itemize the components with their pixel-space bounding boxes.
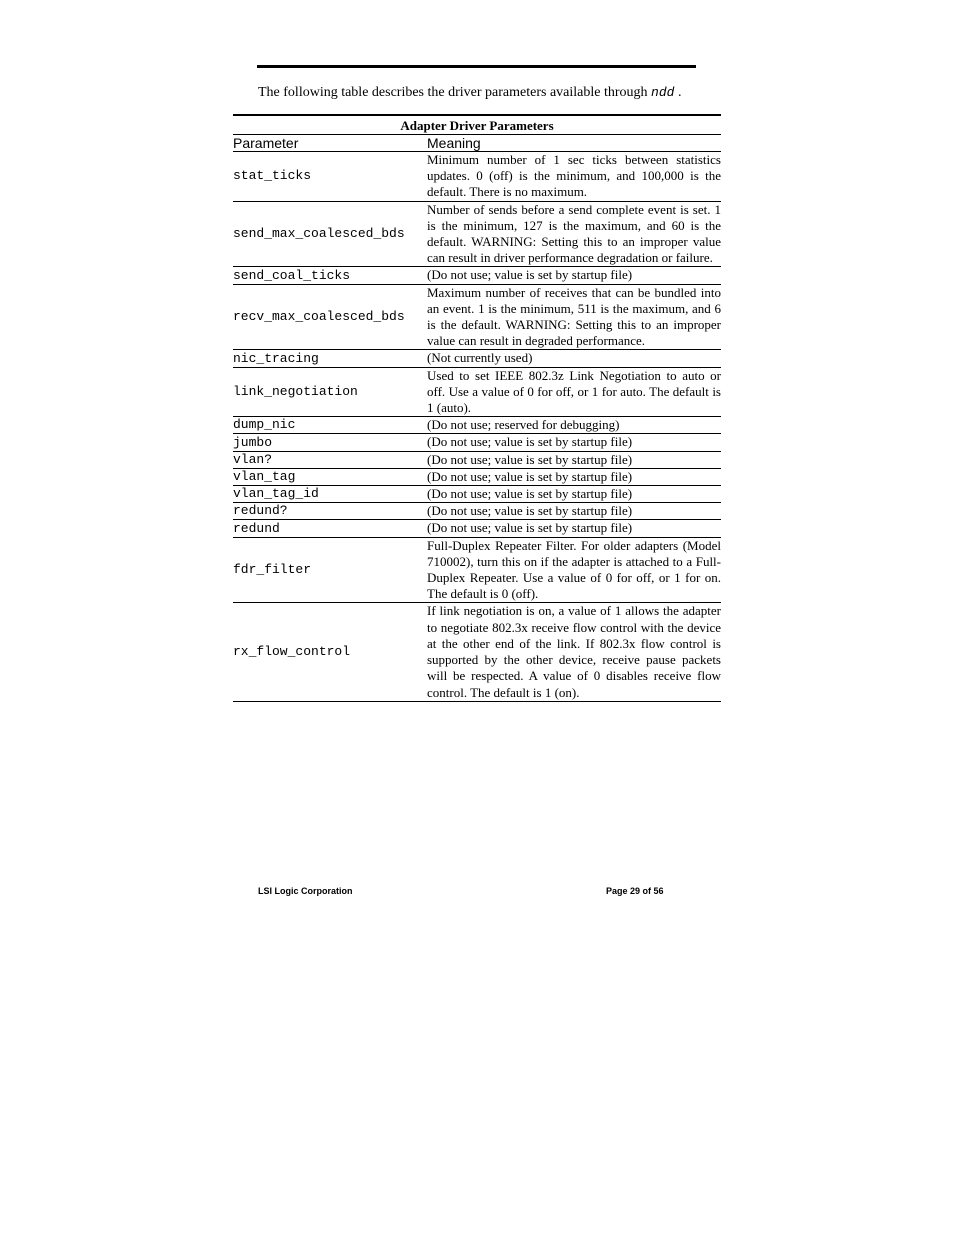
table-row (233, 503, 721, 520)
meaning-cell: (Do not use; value is set by startup file) (427, 486, 633, 502)
meaning-cell: (Do not use; value is set by startup file) (427, 434, 633, 450)
param-cell: nic_tracing (233, 350, 319, 366)
param-cell: dump_nic (233, 417, 296, 433)
meaning-cell: (Not currently used) (427, 350, 533, 366)
table-row (233, 538, 721, 604)
param-cell: stat_ticks (233, 168, 312, 184)
param-cell: redund (233, 520, 280, 536)
meaning-cell: Full-Duplex Repeater Filter. For older adapters (Model 710002), turn this on if the adapter is attached to a Full-Duplex Repeater. Use a value of 0 for off, or 1 for on. The default is 0 (off). (427, 537, 721, 602)
meaning-cell: (Do not use; value is set by startup file) (427, 520, 633, 536)
intro-code: ndd (651, 85, 675, 100)
table-row (233, 152, 721, 202)
table-header-row (233, 135, 721, 152)
footer-page-number: Page 29 of 56 (606, 886, 664, 896)
param-cell: send_max_coalesced_bds (233, 226, 405, 242)
meaning-cell: (Do not use; value is set by startup file) (427, 267, 633, 283)
meaning-cell: (Do not use; value is set by startup file) (427, 503, 633, 519)
meaning-cell: Minimum number of 1 sec ticks between statistics updates. 0 (off) is the minimum, and 100,000 is the default. There is no maximum. (427, 152, 721, 200)
table-row (233, 417, 721, 434)
table-row (233, 368, 721, 418)
meaning-cell: (Do not use; reserved for debugging) (427, 417, 620, 433)
param-cell: fdr_filter (233, 562, 312, 578)
param-cell: send_coal_ticks (233, 267, 351, 283)
footer-company: LSI Logic Corporation (258, 886, 353, 896)
intro-text-end: . (674, 85, 682, 100)
param-cell: redund? (233, 503, 288, 519)
table-row (233, 603, 721, 701)
meaning-cell: (Do not use; value is set by startup file) (427, 451, 633, 467)
table-row (233, 350, 721, 367)
meaning-cell: If link negotiation is on, a value of 1 allows the adapter to negotiate 802.3x receive flow control with the device at the other end of the link. If 802.3x flow control is supported by the other device, receive pause packets will be respected. A value of 0 disables receive flow control. The default is 1 (on). (427, 603, 721, 700)
header-parameter: Parameter (233, 135, 299, 151)
table-row (233, 267, 721, 284)
param-cell: recv_max_coalesced_bds (233, 309, 405, 325)
table-row (233, 434, 721, 451)
intro-text: The following table describes the driver parameters available through (258, 85, 652, 100)
table-row (233, 452, 721, 469)
meaning-cell: Number of sends before a send complete event is set. 1 is the minimum, 127 is the maximum, and 60 is the default. WARNING: Setting this to an improper value can result in driver performance degradation or failure. (427, 201, 721, 266)
param-cell: vlan_tag (233, 468, 296, 484)
table-row (233, 469, 721, 486)
top-rule (257, 65, 696, 68)
parameters-table (233, 114, 721, 702)
table-caption: Adapter Driver Parameters (233, 116, 721, 135)
param-cell: vlan_tag_id (233, 486, 319, 502)
table-row (233, 520, 721, 537)
param-cell: link_negotiation (233, 383, 358, 399)
param-cell: vlan? (233, 451, 273, 467)
header-meaning: Meaning (427, 135, 481, 151)
table-row (233, 486, 721, 503)
meaning-cell: Used to set IEEE 802.3z Link Negotiation to auto or off. Use a value of 0 for off, or 1 for auto. The default is 1 (auto). (427, 367, 721, 416)
table-row (233, 202, 721, 268)
table-row (233, 285, 721, 351)
param-cell: rx_flow_control (233, 644, 351, 660)
meaning-cell: Maximum number of receives that can be bundled into an event. 1 is the minimum, 511 is the maximum, and 6 is the default. WARNING: Setting this to an improper value can result in degraded performance. (427, 284, 721, 349)
intro-paragraph (258, 84, 681, 102)
param-cell: jumbo (233, 434, 273, 450)
meaning-cell: (Do not use; value is set by startup file) (427, 468, 633, 484)
